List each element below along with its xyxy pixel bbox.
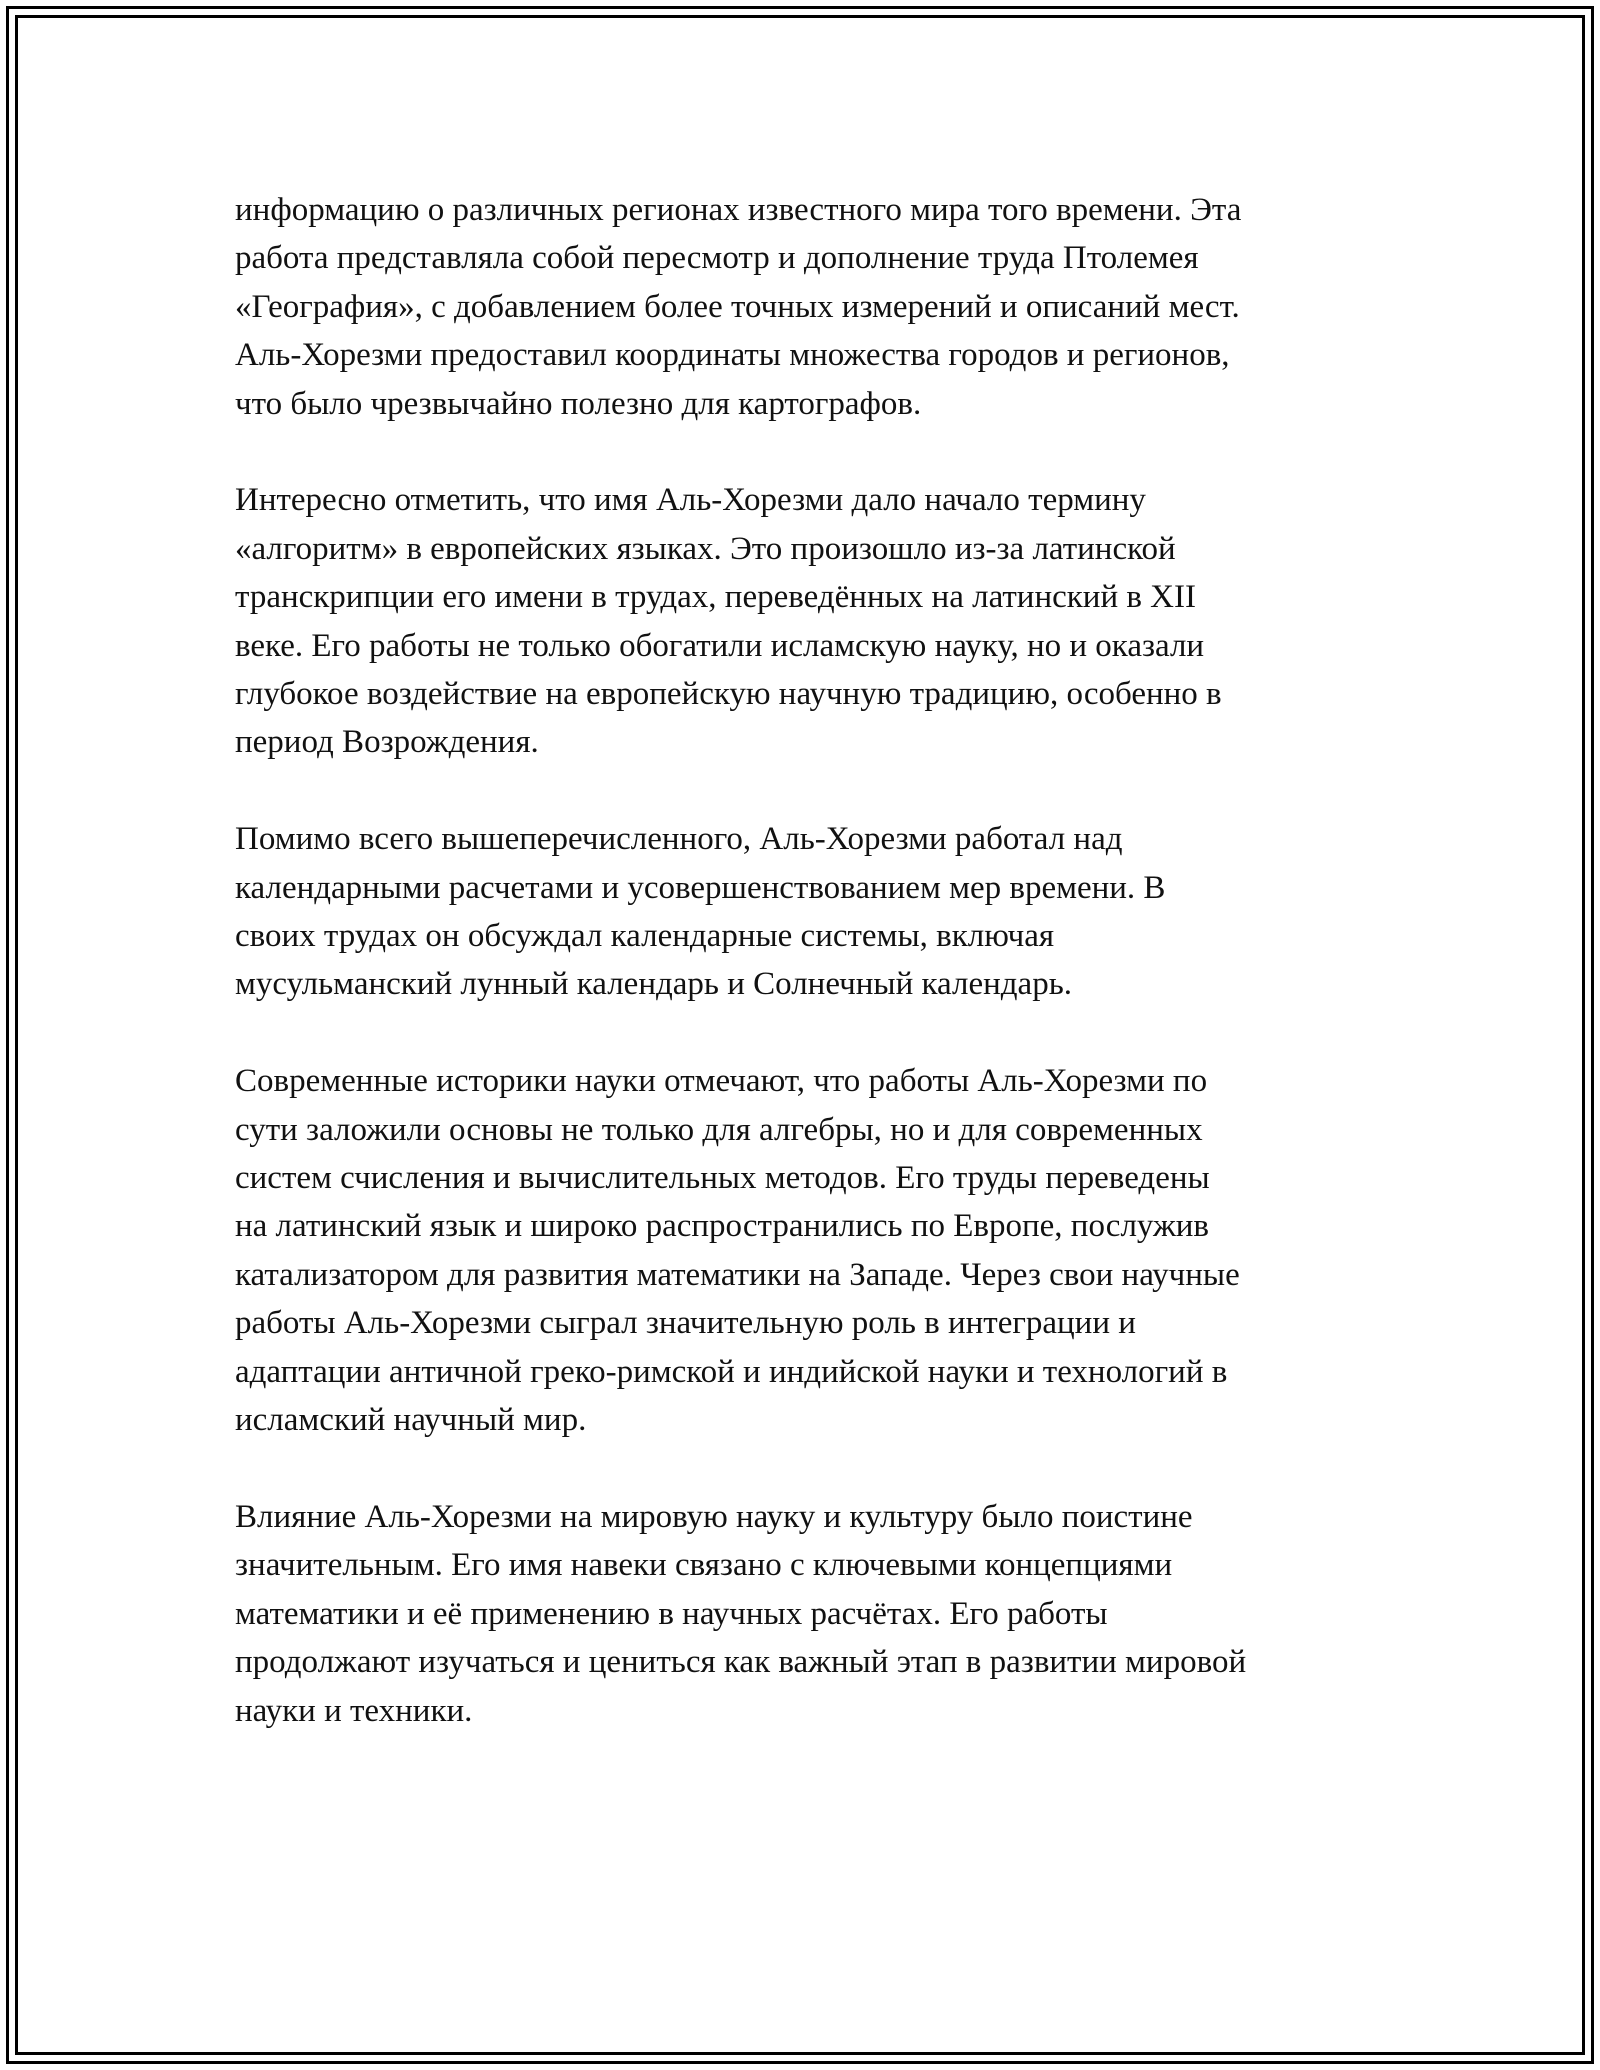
text-line: на латинский язык и широко распространились по Европе, послужив	[235, 1208, 1210, 1245]
text-line: информацию о различных регионах известного мира того времени. Эта	[235, 192, 1242, 228]
text-line: адаптации античной греко-римской и индийской науки и технологий в	[235, 1353, 1228, 1390]
text-line: Помимо всего вышеперечисленного, Аль-Хорезми работал над	[235, 821, 1123, 858]
text-line: работа представляла собой пересмотр и дополнение труда Птолемея	[235, 240, 1199, 277]
paragraph-calendar	[235, 815, 1375, 1009]
text-line: мусульманский лунный календарь и Солнечный календарь.	[235, 966, 1072, 1003]
text-line: своих трудах он обсуждал календарные системы, включая	[235, 918, 1055, 955]
text-line: Влияние Аль-Хорезми на мировую науку и культуру было поистине	[235, 1498, 1193, 1535]
text-line: Аль-Хорезми предоставил координаты множества городов и регионов,	[235, 337, 1230, 374]
text-line: сути заложили основы не только для алгебры, но и для современных	[235, 1111, 1203, 1148]
text-line: математики и её применению в научных расчётах. Его работы	[235, 1595, 1108, 1632]
text-line: календарными расчетами и усовершенствованием мер времени. В	[235, 869, 1166, 906]
text-line: систем счисления и вычислительных методов. Его труды переведены	[235, 1160, 1210, 1197]
text-line: Интересно отметить, что имя Аль-Хорезми дало начало термину	[235, 482, 1146, 519]
paragraph-historians	[235, 1057, 1375, 1444]
document-body	[235, 186, 1375, 1783]
text-line: веке. Его работы не только обогатили исламскую науку, но и оказали	[235, 627, 1205, 664]
text-line: глубокое воздействие на европейскую научную традицию, особенно в	[235, 676, 1222, 713]
text-line: транскрипции его имени в трудах, переведённых на латинский в XII	[235, 579, 1196, 616]
text-line: Современные историки науки отмечают, что работы Аль-Хорезми по	[235, 1063, 1208, 1100]
text-line: продолжают изучаться и цениться как важный этап в развитии мировой	[235, 1644, 1247, 1681]
paragraph-influence	[235, 1493, 1375, 1735]
text-line: что было чрезвычайно полезно для картографов.	[235, 385, 922, 422]
text-line: науки и техники.	[235, 1692, 473, 1729]
text-line: «алгоритм» в европейских языках. Это произошло из-за латинской	[235, 530, 1176, 567]
text-line: период Возрождения.	[235, 724, 539, 761]
paragraph-geography	[235, 186, 1375, 428]
text-line: «География», с добавлением более точных измерений и описаний мест.	[235, 288, 1240, 325]
text-line: катализатором для развития математики на Западе. Через свои научные	[235, 1256, 1240, 1293]
paragraph-algorithm	[235, 476, 1375, 766]
text-line: значительным. Его имя навеки связано с ключевыми концепциями	[235, 1547, 1173, 1584]
text-line: исламский научный мир.	[235, 1402, 587, 1439]
text-line: работы Аль-Хорезми сыграл значительную роль в интеграции и	[235, 1305, 1136, 1342]
